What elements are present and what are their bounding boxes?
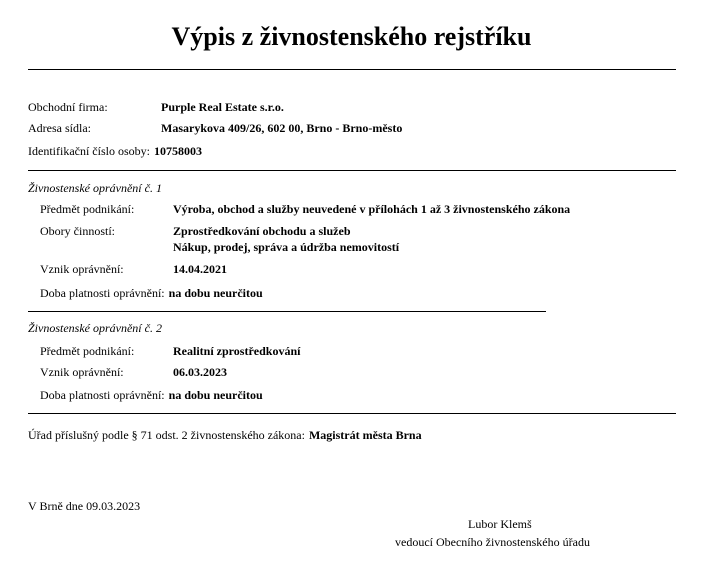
- company-address-label: Adresa sídla:: [28, 121, 91, 135]
- license-1-validity-label: Doba platnosti oprávnění:: [40, 286, 165, 300]
- section-divider: [28, 413, 676, 414]
- license-2-validity-label: Doba platnosti oprávnění:: [40, 388, 165, 402]
- company-id-value: 10758003: [153, 144, 202, 158]
- license-2-validity-row: [40, 386, 263, 404]
- license-2-subject-label: Předmět podnikání:: [40, 344, 135, 358]
- license-1-validity-value: na dobu neurčitou: [168, 286, 263, 300]
- office-row: [28, 426, 422, 444]
- signer-title: vedoucí Obecního živnostenského úřadu: [395, 535, 590, 549]
- license-1-field-item: Nákup, prodej, správa a údržba nemovitostí: [173, 240, 400, 254]
- license-1-origin-value: 14.04.2021: [173, 262, 227, 276]
- company-name-value: Purple Real Estate s.r.o.: [161, 100, 284, 114]
- license-1-subject-label: Předmět podnikání:: [40, 202, 135, 216]
- license-divider: [28, 311, 546, 312]
- office-label: Úřad příslušný podle § 71 odst. 2 živnostenského zákona:: [28, 428, 305, 442]
- license-1-field-item: Zprostředkování obchodu a služeb: [173, 224, 351, 238]
- signer-name: Lubor Klemš: [468, 517, 532, 531]
- license-2-origin-value: 06.03.2023: [173, 365, 227, 379]
- company-address-value: Masarykova 409/26, 602 00, Brno - Brno-město: [161, 121, 403, 135]
- license-2-subject-value: Realitní zprostředkování: [173, 344, 301, 358]
- license-2-heading: Živnostenské oprávnění č. 2: [28, 321, 162, 335]
- company-name-label: Obchodní firma:: [28, 100, 108, 114]
- section-divider: [28, 170, 676, 171]
- license-1-origin-label: Vznik oprávnění:: [40, 262, 124, 276]
- company-id-label: Identifikační číslo osoby:: [28, 144, 150, 158]
- company-id-row: [28, 142, 202, 160]
- license-1-fields-label: Obory činností:: [40, 224, 115, 238]
- page-title: Výpis z živnostenského rejstříku: [171, 22, 532, 51]
- license-2-origin-label: Vznik oprávnění:: [40, 365, 124, 379]
- place-date: V Brně dne 09.03.2023: [28, 499, 141, 513]
- license-2-validity-value: na dobu neurčitou: [168, 388, 263, 402]
- title-divider: [28, 69, 676, 70]
- license-1-heading: Živnostenské oprávnění č. 1: [28, 181, 162, 195]
- license-1-validity-row: [40, 284, 263, 302]
- office-value: Magistrát města Brna: [308, 428, 422, 442]
- license-1-subject-value: Výroba, obchod a služby neuvedené v přílohách 1 až 3 živnostenského zákona: [173, 202, 571, 216]
